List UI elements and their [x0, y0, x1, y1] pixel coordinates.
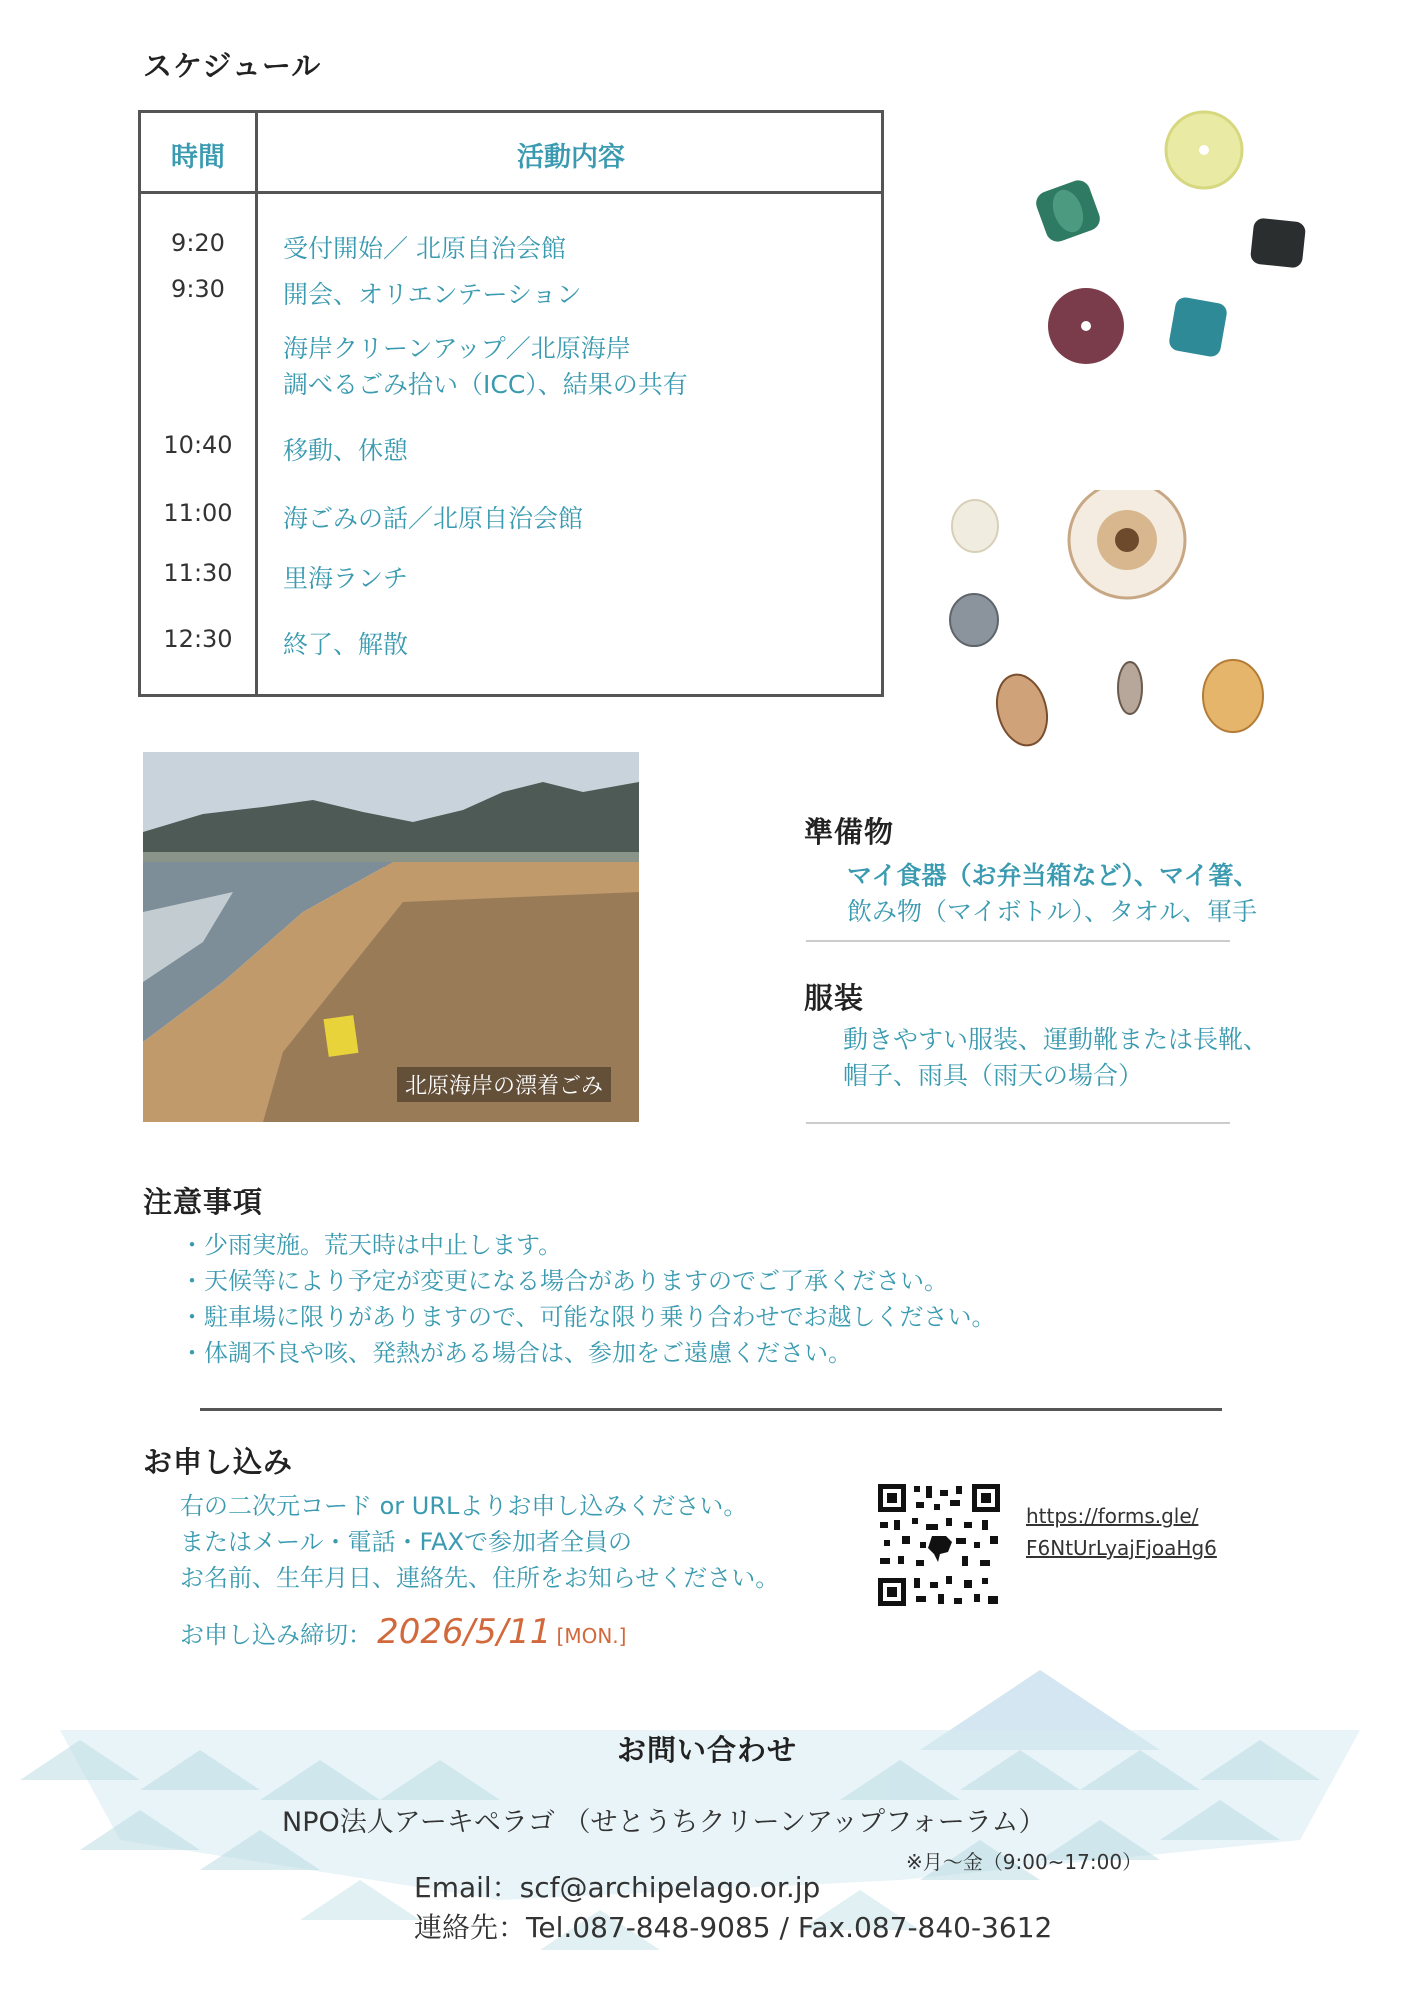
apply-line3: お名前、生年月日、連絡先、住所をお知らせください。	[180, 1564, 780, 1592]
schedule-title: スケジュール	[143, 49, 322, 83]
contact-title: お問い合わせ	[616, 1733, 797, 1767]
row-activity: 受付開始／ 北原自治会館	[283, 234, 566, 263]
contact-hours: ※月～金（9:00~17:00）	[906, 1850, 1143, 1874]
row-time: 9:20	[171, 229, 225, 257]
schedule-table	[138, 110, 884, 697]
apply-url-line2: F6NtUrLyajFjoaHg6	[1026, 1536, 1217, 1560]
beads-illustration	[1000, 100, 1340, 390]
apply-line1: 右の二次元コード or URLよりお申し込みください。	[180, 1492, 748, 1520]
row-activity: 海岸クリーンアップ／北原海岸	[283, 334, 631, 363]
shell	[1118, 662, 1142, 714]
belongings-line1: マイ食器（お弁当箱など）、マイ箸、	[847, 861, 1259, 890]
apply-url-line1: https://forms.gle/	[1026, 1504, 1199, 1528]
belongings-title: 準備物	[804, 815, 895, 849]
clothing-title: 服装	[804, 981, 865, 1015]
shell	[1115, 528, 1139, 552]
contact-email[interactable]: Email：scf@archipelago.or.jp	[414, 1871, 821, 1904]
row-time: 12:30	[163, 625, 233, 653]
beach-photo	[143, 752, 639, 1122]
deadline-label: お申し込み締切：	[180, 1621, 372, 1649]
bead	[1081, 321, 1091, 331]
caution-item: ・駐車場に限りがありますので、可能な限り乗り合わせでお越しください。	[180, 1303, 996, 1331]
shell	[1203, 660, 1263, 732]
section-divider	[200, 1408, 1222, 1411]
bead	[1250, 217, 1307, 268]
table-divider	[255, 113, 258, 694]
bead	[1168, 296, 1229, 358]
contact-org: NPO法人アーキペラゴ （せとうちクリーンアップフォーラム）	[282, 1807, 1046, 1838]
caution-item: ・天候等により予定が変更になる場合がありますのでご了承ください。	[180, 1267, 948, 1295]
row-activity: 調べるごみ拾い（ICC）、結果の共有	[283, 370, 688, 399]
table-header-divider	[141, 191, 881, 194]
bead	[1199, 145, 1209, 155]
row-time: 9:30	[171, 275, 225, 303]
shell	[950, 594, 998, 646]
row-time: 10:40	[163, 431, 233, 459]
contact-phone: 連絡先：Tel.087-848-9085 / Fax.087-840-3612	[414, 1911, 1053, 1944]
caution-item: ・少雨実施。荒天時は中止します。	[180, 1231, 563, 1259]
clothing-line1: 動きやすい服装、運動靴または長靴、	[843, 1025, 1269, 1054]
apply-line2: またはメール・電話・FAXで参加者全員の	[180, 1528, 632, 1556]
row-activity: 里海ランチ	[283, 564, 409, 593]
deadline-date: 2026/5/11	[377, 1612, 552, 1652]
section-divider	[806, 940, 1230, 942]
shell	[952, 500, 998, 552]
apply-url-link[interactable]	[1026, 1500, 1217, 1564]
clothing-line2: 帽子、雨具（雨天の場合）	[843, 1061, 1144, 1090]
row-activity: 移動、休憩	[283, 436, 409, 465]
row-time: 11:30	[163, 559, 233, 587]
deadline-day: [MON.]	[556, 1624, 627, 1648]
section-divider	[806, 1122, 1230, 1124]
shells-illustration	[940, 490, 1280, 760]
row-activity: 終了、解散	[283, 630, 409, 659]
row-activity: 開会、オリエンテーション	[283, 280, 582, 309]
header-activity: 活動内容	[517, 142, 625, 173]
row-time: 11:00	[163, 499, 233, 527]
shell	[990, 669, 1055, 751]
cautions-title: 注意事項	[143, 1185, 264, 1219]
photo-caption: 北原海岸の漂着ごみ	[397, 1067, 611, 1102]
caution-item: ・体調不良や咳、発熱がある場合は、参加をご遠慮ください。	[180, 1339, 852, 1367]
belongings-line2: 飲み物（マイボトル）、タオル、軍手	[847, 897, 1258, 926]
apply-title: お申し込み	[143, 1445, 294, 1479]
row-activity: 海ごみの話／北原自治会館	[283, 504, 584, 533]
header-time: 時間	[171, 142, 225, 173]
